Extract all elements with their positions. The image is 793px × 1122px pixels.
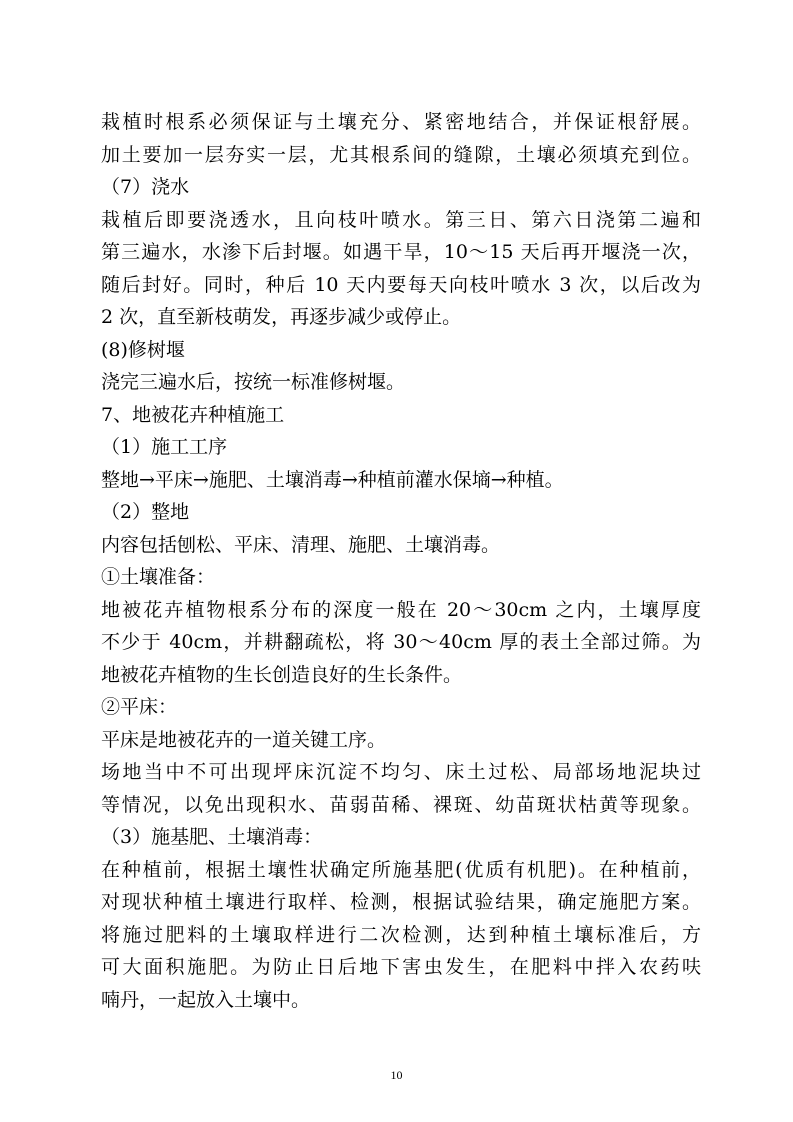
text-line: 浇完三遍水后，按统一标准修树堰。 — [101, 371, 406, 393]
section-heading: （7）浇水 — [101, 176, 190, 198]
section-heading: （2）整地 — [101, 501, 190, 523]
text-line: 栽植后即要浇透水，且向枝叶喷水。第三日、第六日浇第二遍和 — [101, 208, 701, 231]
text-line: 可大面积施肥。为防止日后地下害虫发生，在肥料中拌入农药呋 — [101, 956, 701, 978]
text-line: 对现状种植土壤进行取样、检测，根据试验结果，确定施肥方案。 — [101, 891, 701, 913]
section-heading: （1）施工工序 — [101, 436, 228, 458]
text-line: 不少于 40cm，并耕翻疏松，将 30～40cm 厚的表土全部过筛。为 — [101, 631, 701, 653]
section-heading: 7、地被花卉种植施工 — [101, 403, 285, 426]
text-line: 内容包括刨松、平床、清理、施肥、土壤消毒。 — [101, 533, 501, 556]
text-line: 将施过肥料的土壤取样进行二次检测，达到种植土壤标准后，方 — [101, 923, 701, 946]
text-line: 地被花卉植物根系分布的深度一般在 20～30cm 之内，土壤厚度 — [101, 598, 701, 621]
text-line: 等情况，以免出现积水、苗弱苗稀、裸斑、幼苗斑状枯黄等现象。 — [101, 793, 701, 816]
text-line: 场地当中不可出现坪床沉淀不均匀、床土过松、局部场地泥块过 — [101, 761, 701, 783]
text-line: 随后封好。同时，种后 10 天内要每天向枝叶喷水 3 次，以后改为 — [101, 273, 701, 296]
text-line: 喃丹，一起放入土壤中。 — [101, 988, 311, 1011]
text-line: 第三遍水，水渗下后封堰。如遇干旱，10～15 天后再开堰浇一次， — [101, 241, 701, 263]
text-line: 整地→平床→施肥、土壤消毒→种植前灌水保墒→种植。 — [101, 468, 564, 491]
text-line: 平床是地被花卉的一道关键工序。 — [101, 728, 387, 751]
section-heading: （3）施基肥、土壤消毒： — [101, 826, 323, 848]
text-line: 2 次，直至新枝萌发，再逐步减少或停止。 — [101, 306, 462, 328]
section-heading: (8)修树堰 — [101, 338, 185, 361]
text-line: 在种植前，根据土壤性状确定所施基肥(优质有机肥)。在种植前， — [101, 858, 701, 881]
body-text — [101, 106, 701, 1016]
section-heading: ①土壤准备： — [101, 566, 216, 588]
text-line: 加土要加一层夯实一层，尤其根系间的缝隙，土壤必须填充到位。 — [101, 143, 701, 166]
page-number: 10 — [390, 1068, 403, 1082]
text-line: 栽植时根系必须保证与土壤充分、紧密地结合，并保证根舒展。 — [101, 111, 701, 133]
text-line: 地被花卉植物的生长创造良好的生长条件。 — [101, 663, 463, 686]
section-heading: ②平床： — [101, 696, 178, 718]
